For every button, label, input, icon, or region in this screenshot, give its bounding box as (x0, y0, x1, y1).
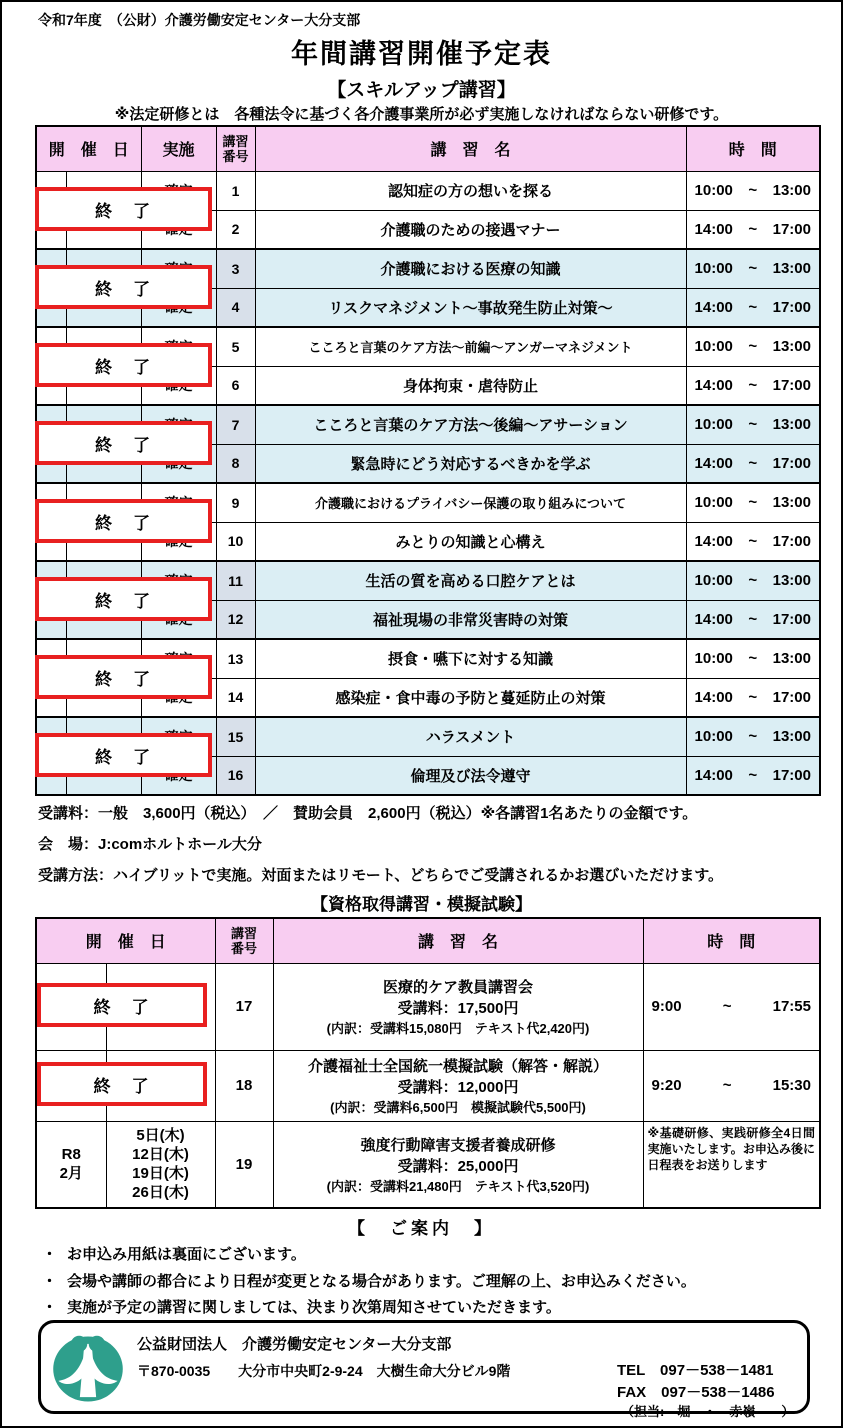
bullet-marker: ・ (42, 1246, 58, 1263)
ended-stamp: 終 了 (35, 265, 212, 309)
course-no: 5 (216, 327, 255, 366)
ended-stamp: 終 了 (35, 733, 212, 777)
course-time: 10:00 ~ 13:00 (686, 249, 820, 288)
guide-item: ・ 実施が予定の講習に関しましては、決まり次第周知させていただきます。 (42, 1296, 561, 1317)
course-time: 9:00 ~ 17:55 (643, 963, 820, 1050)
section-shikaku-heading: 【資格取得講習・模擬試験】 (311, 895, 532, 914)
course-name: 介護職におけるプライバシー保護の取り組みについて (255, 483, 686, 522)
course-time: 10:00 ~ 13:00 (686, 717, 820, 756)
course-no: 9 (216, 483, 255, 522)
course-name: みとりの知識と心構え (255, 522, 686, 561)
course-time: 14:00 ~ 17:00 (686, 210, 820, 249)
course-time: 14:00 ~ 17:00 (686, 444, 820, 483)
course-name: 緊急時にどう対応するべきかを学ぶ (255, 444, 686, 483)
course-time: 10:00 ~ 13:00 (686, 171, 820, 210)
course-row-19 (36, 1121, 820, 1208)
course-name: 身体拘束・虐待防止 (255, 366, 686, 405)
ended-stamp: 終 了 (35, 499, 212, 543)
course-no: 12 (216, 600, 255, 639)
course-time: 10:00 ~ 13:00 (686, 561, 820, 600)
course-time: 14:00 ~ 17:00 (686, 522, 820, 561)
course-no: 2 (216, 210, 255, 249)
organization-logo-icon (51, 1332, 125, 1406)
course-time: 10:00 ~ 13:00 (686, 327, 820, 366)
footer-contact-box (38, 1320, 810, 1419)
footer-contact-person: （担当: 堀 ・ 赤嶺 ） (621, 1404, 795, 1419)
course-name: 摂食・嚥下に対する知識 (255, 639, 686, 678)
course-no: 14 (216, 678, 255, 717)
course-no: 13 (216, 639, 255, 678)
col-header-status: 実施 (141, 126, 216, 171)
course-name: 介護職のための接遇マナー (255, 210, 686, 249)
footer-address: 〒870-0035 大分市中央町2-9-24 大樹生命大分ビル9階 (137, 1363, 511, 1379)
course-time: 9:20 ~ 15:30 (643, 1050, 820, 1121)
course-time: 14:00 ~ 17:00 (686, 678, 820, 717)
ended-stamp: 終 了 (35, 577, 212, 621)
course-time: 10:00 ~ 13:00 (686, 639, 820, 678)
course-no: 7 (216, 405, 255, 444)
ended-stamp: 終 了 (37, 1062, 207, 1106)
footer-org-name: 公益財団法人 介護労働安定センター大分支部 (137, 1336, 452, 1353)
ended-stamp: 終 了 (35, 655, 212, 699)
course-time: 14:00 ~ 17:00 (686, 366, 820, 405)
bullet-marker: ・ (42, 1299, 58, 1316)
method-note: 受講方法：ハイブリットで実施。対面またはリモート、どちらでご受講されるかお選びいただけます。 (38, 867, 724, 884)
course-note: ※基礎研修、実践研修全4日間実施いたします。お申込み後に日程表をお送りします (643, 1121, 820, 1208)
ended-stamp: 終 了 (35, 421, 212, 465)
course-name: 医療的ケア教員講習会 受講料：17,500円 (内訳：受講料15,080円 テキスト代2,420円) (273, 963, 643, 1050)
table1-header-row (36, 126, 820, 171)
course-no: 8 (216, 444, 255, 483)
col-header-course-no: 講習 番号 (216, 126, 255, 171)
course-no: 10 (216, 522, 255, 561)
course-no: 16 (216, 756, 255, 795)
course-time: 10:00 ~ 13:00 (686, 483, 820, 522)
fee-note: 受講料：一般 3,600円（税込） ／ 賛助会員 2,600円（税込）※各講習1名あたりの金額です。 (38, 805, 698, 822)
date-days-cell: 5日(木) 12日(木) 19日(木) 26日(木) (106, 1121, 215, 1208)
footer-fax: FAX 097－538－1486 (617, 1384, 775, 1401)
section-skillup-heading: 【スキルアップ講習】 (327, 80, 516, 101)
course-time: 14:00 ~ 17:00 (686, 756, 820, 795)
course-name: 認知症の方の想いを探る (255, 171, 686, 210)
shikaku-table (35, 917, 819, 1207)
course-name: ハラスメント (255, 717, 686, 756)
ended-stamp: 終 了 (35, 187, 212, 231)
guide-item: ・ 会場や講師の都合により日程が変更となる場合があります。ご理解の上、お申込みください。 (42, 1270, 696, 1291)
course-time: 14:00 ~ 17:00 (686, 600, 820, 639)
course-no: 4 (216, 288, 255, 327)
course-name: こころと言葉のケア方法～後編～アサーション (255, 405, 686, 444)
ended-stamp: 終 了 (37, 983, 207, 1027)
course-time: 14:00 ~ 17:00 (686, 288, 820, 327)
col-header-course-no: 講習 番号 (215, 918, 273, 963)
guide-heading: 【 ご案内 】 (348, 1219, 495, 1238)
course-no: 17 (215, 963, 273, 1050)
col-header-date: 開 催 日 (36, 126, 141, 171)
ended-stamp: 終 了 (35, 343, 212, 387)
skillup-note: ※法定研修とは 各種法令に基づく各介護事業所が必ず実施しなければならない研修です。 (114, 106, 729, 123)
venue-note: 会 場：J:comホルトホール大分 (38, 836, 262, 853)
course-no: 15 (216, 717, 255, 756)
course-no: 6 (216, 366, 255, 405)
col-header-course-name: 講 習 名 (273, 918, 643, 963)
bullet-marker: ・ (42, 1273, 58, 1290)
course-name: 生活の質を高める口腔ケアとは (255, 561, 686, 600)
col-header-time: 時 間 (686, 126, 820, 171)
course-no: 1 (216, 171, 255, 210)
course-no: 19 (215, 1121, 273, 1208)
course-time: 10:00 ~ 13:00 (686, 405, 820, 444)
course-name: 感染症・食中毒の予防と蔓延防止の対策 (255, 678, 686, 717)
course-no: 18 (215, 1050, 273, 1121)
page-title: 年間講習開催予定表 (291, 39, 552, 69)
col-header-time: 時 間 (643, 918, 820, 963)
course-no: 11 (216, 561, 255, 600)
table2-header-row (36, 918, 820, 963)
col-header-date: 開 催 日 (36, 918, 215, 963)
course-name: 福祉現場の非常災害時の対策 (255, 600, 686, 639)
date-month-cell: R8 2月 (36, 1121, 106, 1208)
footer-tel: TEL 097－538－1481 (617, 1362, 774, 1379)
skillup-table (35, 125, 819, 794)
course-name: 倫理及び法令遵守 (255, 756, 686, 795)
guide-item: ・ お申込み用紙は裏面にございます。 (42, 1243, 306, 1264)
course-no: 3 (216, 249, 255, 288)
course-name: 介護職における医療の知識 (255, 249, 686, 288)
col-header-course-name: 講 習 名 (255, 126, 686, 171)
course-name: リスクマネジメント～事故発生防止対策～ (255, 288, 686, 327)
course-name: 介護福祉士全国統一模擬試験（解答・解説） 受講料：12,000円 (内訳：受講料6,500円 模擬試験代5,500円) (273, 1050, 643, 1121)
course-name: こころと言葉のケア方法～前編～アンガーマネジメント (255, 327, 686, 366)
course-name: 強度行動障害支援者養成研修 受講料：25,000円 (内訳：受講料21,480円 テキスト代3,520円) (273, 1121, 643, 1208)
document-subtitle: 令和7年度 （公財）介護労働安定センター大分支部 (38, 12, 361, 28)
